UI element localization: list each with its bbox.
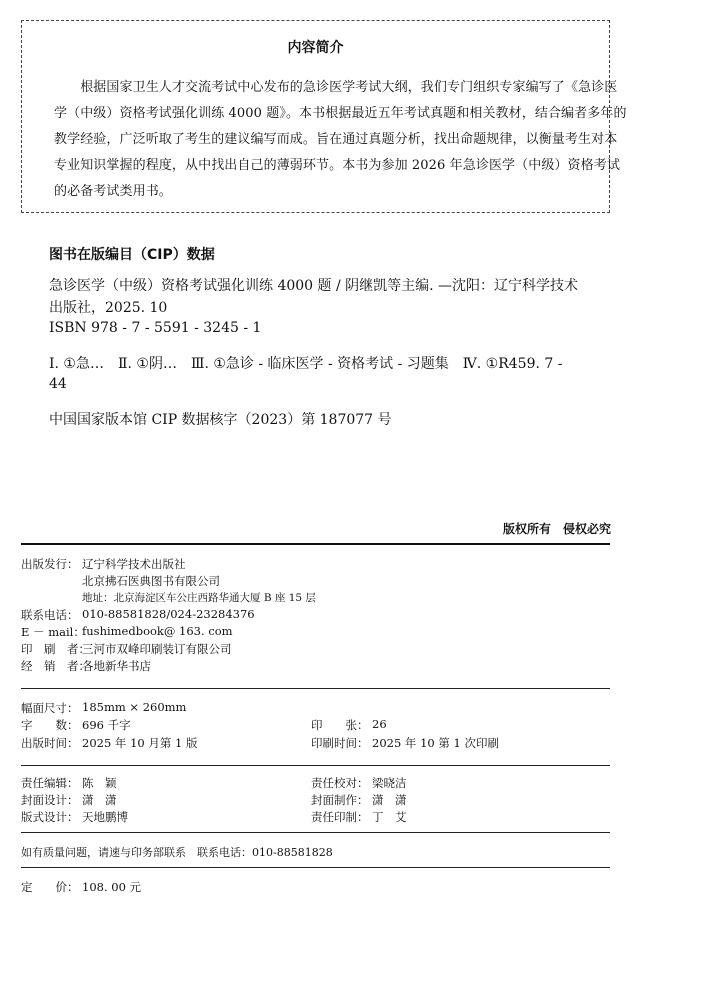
divider: [21, 543, 610, 545]
layout-designer: 天地鹏博: [82, 810, 128, 824]
quality-note: 如有质量问题，请速与印务部联系 联系电话：010-88581828: [21, 846, 333, 859]
print-time: 2025 年 10 第 1 次印刷: [372, 736, 499, 750]
editor-label: 责任编辑：: [21, 776, 79, 790]
cip-book-line: 出版社，2025. 10: [49, 300, 168, 316]
phone-label: 联系电话：: [21, 608, 79, 622]
summary-line: 根据国家卫生人才交流考试中心发布的急诊医学考试大纲，我们专门组织专家编写了《急诊医: [54, 80, 618, 95]
cip-heading: 图书在版编目（CIP）数据: [49, 247, 215, 263]
summary-line: 专业知识掌握的程度，从中找出自己的薄弱环节。本书为参加 2026 年急诊医学（中级）资格考试: [54, 158, 620, 173]
pub-time: 2025 年 10 月第 1 版: [82, 736, 198, 750]
price-label: 定 价：: [21, 880, 79, 894]
size-label: 幅面尺寸：: [21, 701, 79, 715]
summary-line: 学（中级）资格考试强化训练 4000 题》。本书根据最近五年考试真题和相关教材，结合编者多年的: [54, 106, 627, 121]
divider: [21, 832, 610, 833]
email-label: E － mail：: [21, 625, 85, 639]
summary-line: 教学经验，广泛听取了考生的建议编写而成。旨在通过真题分析，找出命题规律，以衡量考生对本: [54, 132, 618, 147]
summary-line: 的必备考试类用书。: [54, 184, 172, 199]
proof: 梁晓洁: [372, 776, 407, 790]
proof-label: 责任校对：: [311, 776, 369, 790]
print-time-label: 印刷时间：: [311, 736, 369, 750]
pub-time-label: 出版时间：: [21, 736, 79, 750]
publish-label: 出版发行：: [21, 557, 79, 571]
co-publisher: 北京拂石医典图书有限公司: [82, 574, 220, 588]
sheets: 26: [372, 717, 387, 731]
print-resp-label: 责任印制：: [311, 810, 369, 824]
cover-design-label: 封面设计：: [21, 793, 79, 807]
cip-core-data: 中国国家版本馆 CIP 数据核字（2023）第 187077 号: [49, 412, 392, 428]
cip-isbn: ISBN 978 - 7 - 5591 - 3245 - 1: [49, 320, 262, 336]
cover-design: 潇 潇: [82, 793, 117, 807]
layout-label: 版式设计：: [21, 810, 79, 824]
publisher-name: 辽宁科学技术出版社: [82, 557, 186, 571]
distributor-label: 经 销 者：: [21, 659, 90, 673]
editor: 陈 颖: [82, 776, 117, 790]
divider: [21, 765, 610, 766]
print-resp: 丁 艾: [372, 810, 407, 824]
distributor: 各地新华书店: [82, 659, 151, 673]
printer-label: 印 刷 者：: [21, 642, 90, 656]
cip-class-line: Ⅰ. ①急… Ⅱ. ①阴… Ⅲ. ①急诊 - 临床医学 - 资格考试 - 习题集 Ⅳ. ①R459. 7 -: [49, 356, 563, 372]
cover-make-label: 封面制作：: [311, 793, 369, 807]
address: 地址：北京海淀区车公庄西路华通大厦 B 座 15 层: [82, 592, 316, 604]
summary-box: [21, 20, 627, 213]
divider: [21, 867, 610, 868]
divider: [21, 688, 610, 689]
phone: 010-88581828/024-23284376: [82, 607, 255, 621]
price: 108. 00 元: [82, 880, 142, 894]
words-label: 字 数：: [21, 718, 79, 732]
printer: 三河市双峰印刷装订有限公司: [82, 642, 232, 656]
copyright-notice: 版权所有 侵权必究: [502, 522, 611, 536]
size: 185mm × 260mm: [82, 700, 187, 714]
words: 696 千字: [82, 718, 131, 732]
cip-class-line: 44: [49, 376, 67, 392]
cip-book-line: 急诊医学（中级）资格考试强化训练 4000 题 / 阴继凯等主编. —沈阳：辽宁科学技术: [49, 278, 579, 294]
summary-title: 内容简介: [287, 40, 344, 56]
email: fushimedbook@ 163. com: [82, 624, 233, 638]
sheets-label: 印 张：: [311, 718, 369, 732]
cover-make: 潇 潇: [372, 793, 407, 807]
